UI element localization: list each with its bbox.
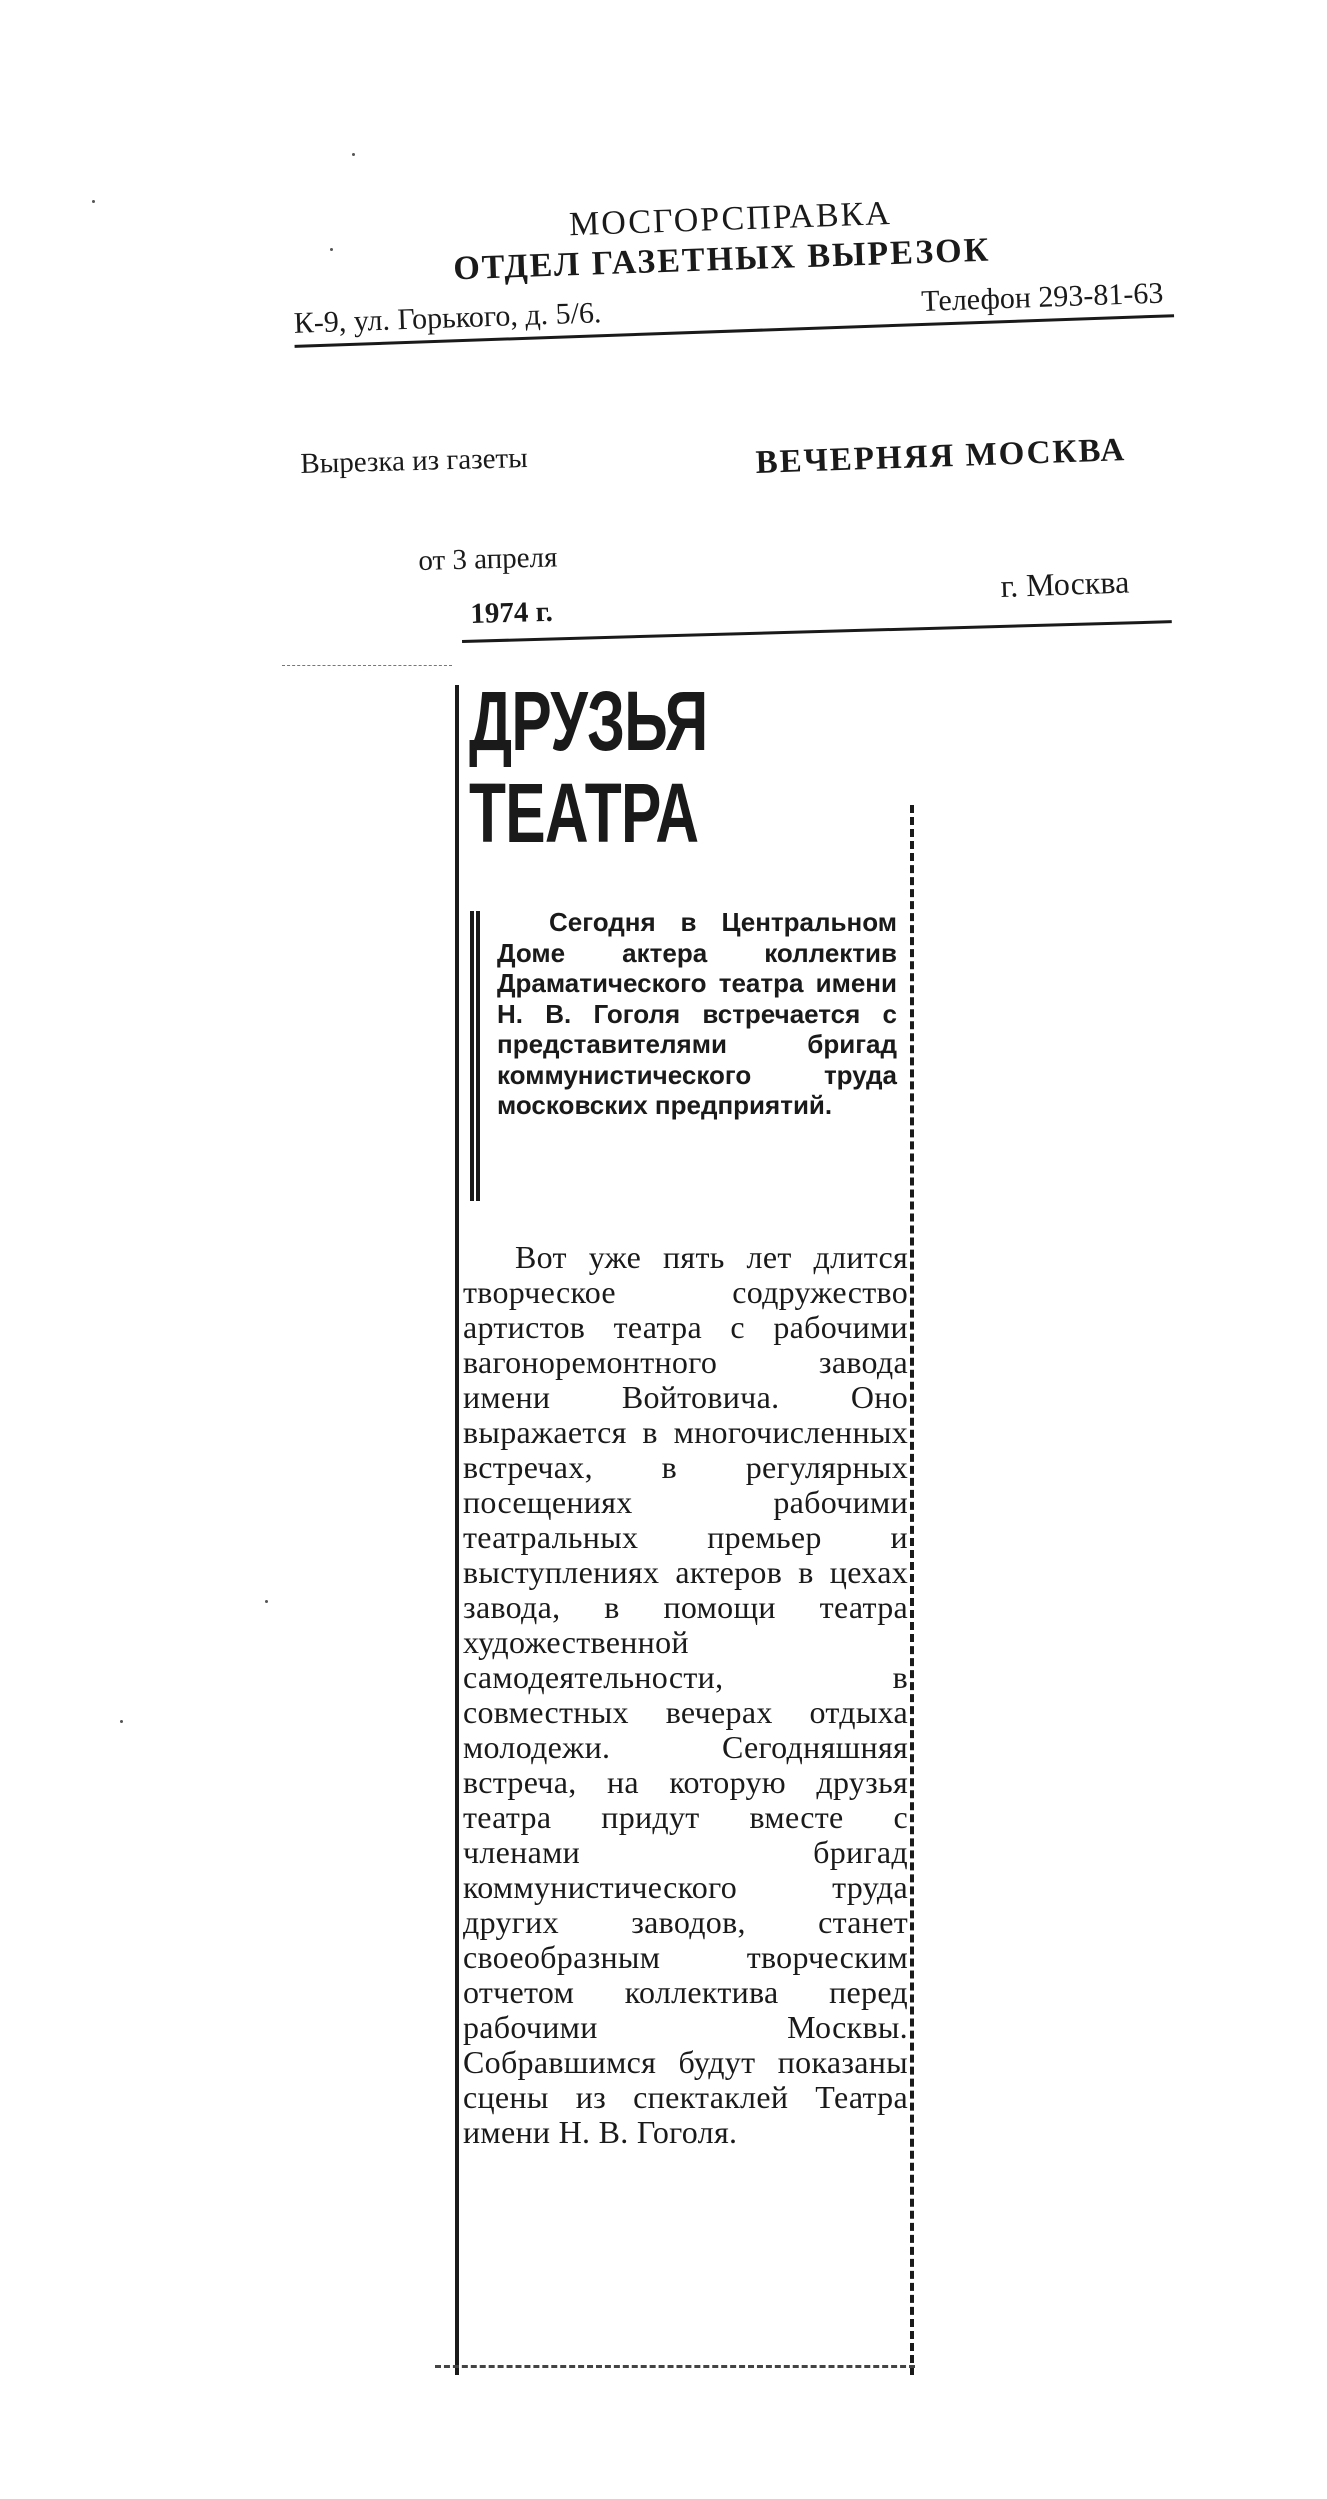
article-lead: Сегодня в Центральном Доме актера коллектив Драматического театра имени Н. В. Гоголя встречается с представителями бригад коммунистического труда московских предприятий.	[497, 907, 897, 1120]
agency-department: ОТДЕЛ ГАЗЕТНЫХ ВЫРЕЗОК	[452, 231, 991, 288]
newspaper-name: ВЕЧЕРНЯЯ МОСКВА	[755, 432, 1127, 481]
clipping-bottom-edge	[435, 2365, 915, 2368]
clipping-left-edge	[455, 685, 459, 2375]
headline-line-2: ТЕАТРА	[469, 766, 699, 860]
lead-marker-bars	[470, 911, 480, 1201]
agency-header	[290, 184, 1174, 348]
headline-line-1: ДРУЗЬЯ	[469, 674, 708, 768]
clipping-date: от 3 апреля	[418, 541, 558, 577]
clipping-right-edge	[910, 805, 914, 2375]
agency-name: МОСГОРСПРАВКА	[568, 195, 893, 244]
scan-speck	[265, 1600, 268, 1603]
form-divider	[462, 620, 1172, 643]
scan-speck	[92, 200, 95, 203]
cut-mark	[282, 665, 452, 666]
scan-speck	[120, 1720, 123, 1723]
scan-speck	[330, 248, 333, 251]
clipping-city: г. Москва	[1000, 563, 1130, 604]
article-clipping	[455, 675, 915, 2375]
agency-address: К-9, ул. Горького, д. 5/6.	[293, 296, 602, 340]
clipping-year: 1974 г.	[470, 595, 554, 630]
article-headline	[469, 675, 707, 859]
agency-phone: Телефон 293-81-63	[920, 276, 1164, 319]
scan-speck	[352, 153, 355, 156]
clipping-label: Вырезка из газеты	[300, 442, 529, 480]
article-body: Вот уже пять лет длится творческое содружество артистов театра с рабочими вагоноремонтного завода имени Войтовича. Оно выражается в многочисленных встречах, в регулярных посещениях рабочими театральных премьер и выступлениях актеров в цехах завода, в помощи театра художественной самодеятельности, в совместных вечерах отдыха молодежи. Сегодняшняя встреча, на которую друзья театра придут вместе с членами бригад коммунистического труда других заводов, станет своеобразным творческим отчетом коллектива перед рабочими Москвы. Собравшимся будут показаны сцены из спектаклей Театра имени Н. В. Гоголя.	[463, 1239, 908, 2150]
